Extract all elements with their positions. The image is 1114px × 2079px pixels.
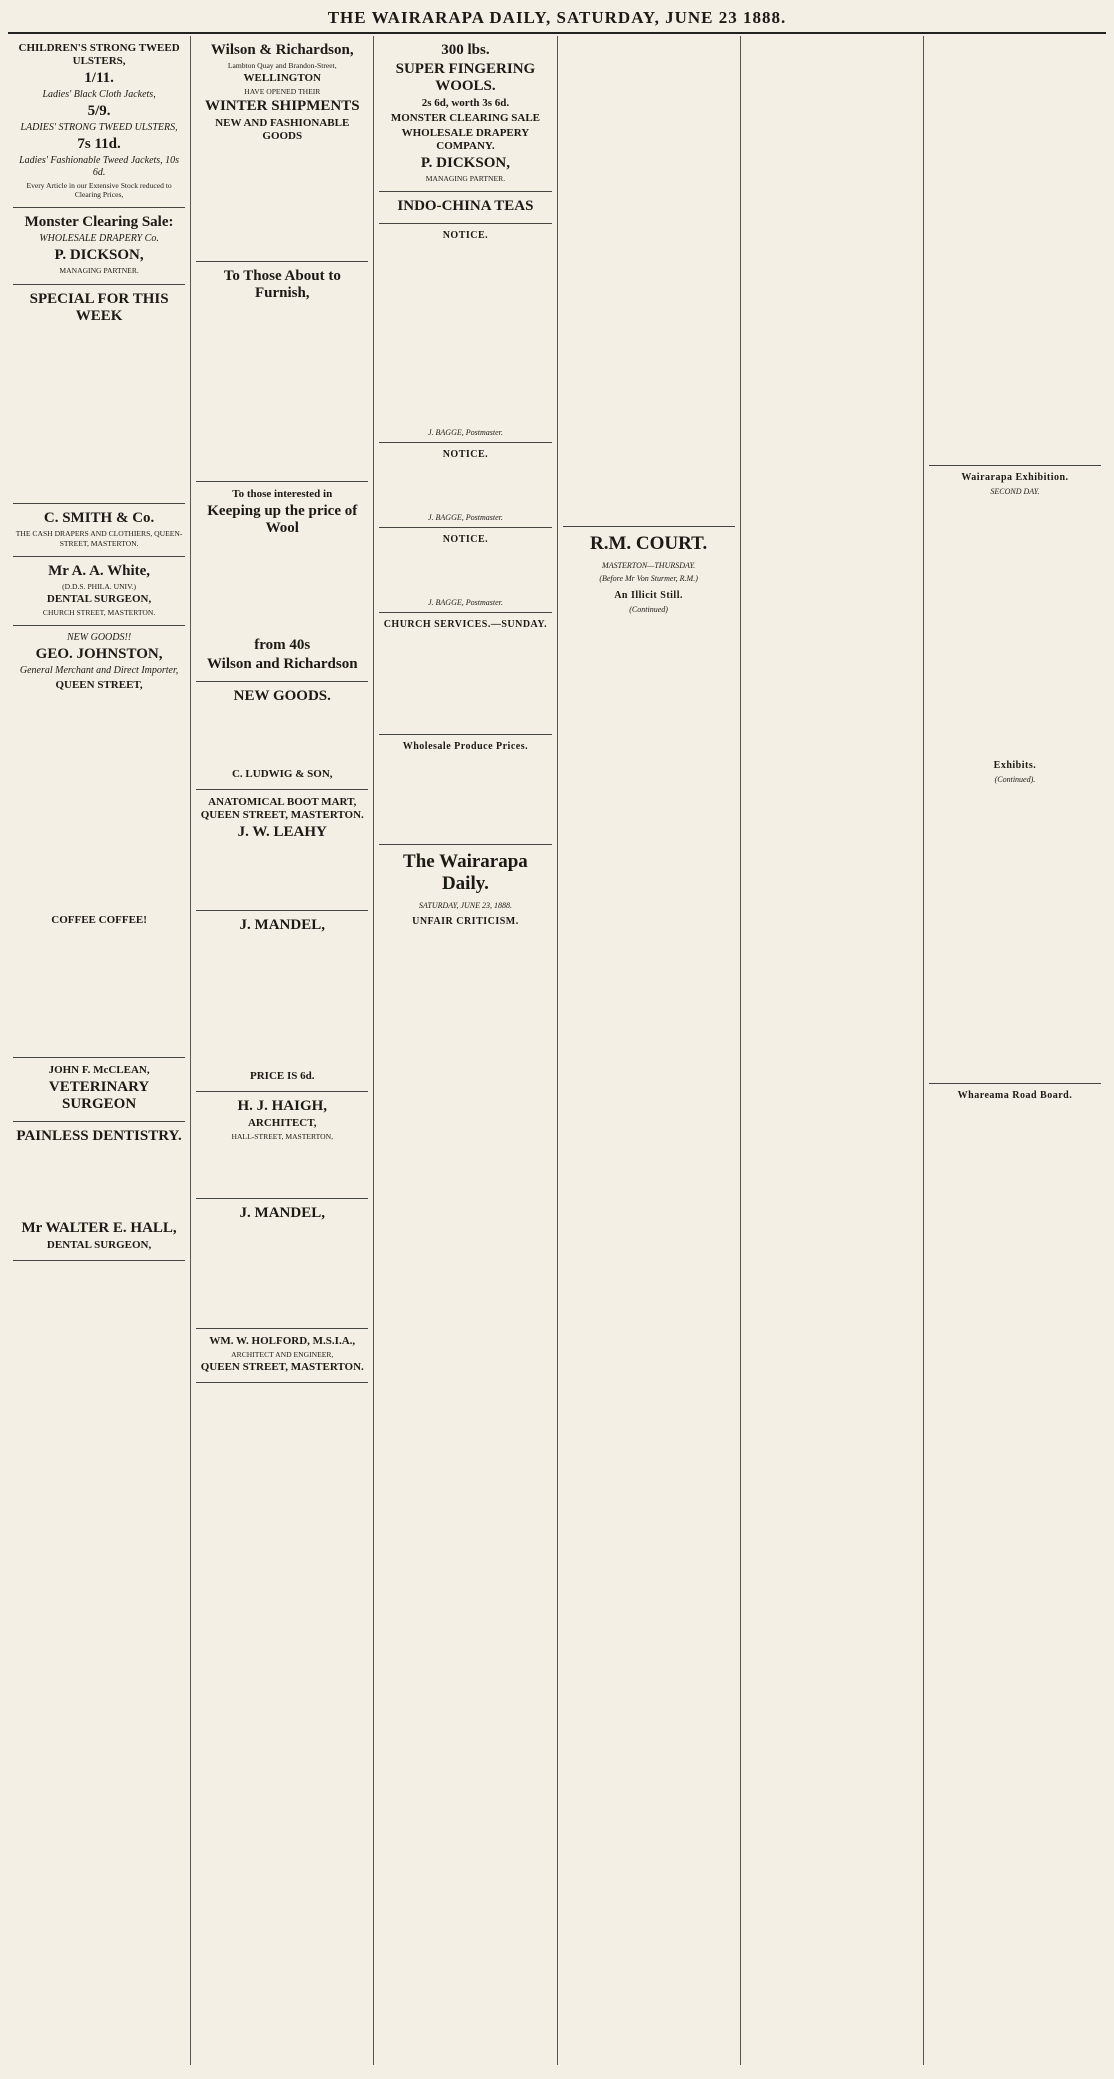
ad-wool-from: from 40s: [254, 636, 311, 653]
ad-indo-china: [379, 192, 551, 224]
ad-wr-big: WINTER SHIPMENTS: [204, 98, 360, 115]
filler-text: [379, 549, 551, 595]
filler-text: [379, 931, 551, 1221]
notice-3-head: NOTICE.: [442, 534, 489, 546]
filler-text: [563, 36, 735, 521]
ad-stock-note: Every Article in our Extensive Stock reduced to Clearing Prices,: [26, 181, 172, 200]
filler-text: [196, 304, 368, 472]
ad-ulsters: [13, 36, 185, 208]
ad-monster-sale-role: MANAGING PARTNER.: [59, 266, 139, 276]
ad-painless-head: PAINLESS DENTISTRY.: [16, 1127, 182, 1144]
ad-white-degree: (D.D.S. PHILA. UNIV.): [62, 581, 137, 591]
masthead: THE WAIRARAPA DAILY, SATURDAY, JUNE 23 1888.: [8, 6, 1106, 34]
ad-monster-sale-title: Monster Clearing Sale:: [24, 214, 174, 231]
filler-text: [929, 36, 1101, 460]
ad-hall-role: DENTAL SURGEON,: [46, 1239, 152, 1252]
filler-text: [196, 1224, 368, 1319]
produce-prices-head: Wholesale Produce Prices.: [402, 741, 529, 753]
ad-mandel-name: J. MANDEL,: [239, 916, 325, 933]
ad-mandel2-name: J. MANDEL,: [239, 1204, 325, 1221]
ad-johnston-addr: QUEEN STREET,: [55, 679, 143, 692]
ad-jackets-price: 5/9.: [87, 103, 111, 119]
ad-wr-addr: Lambton Quay and Brandon-Street,: [227, 61, 337, 70]
ad-wr2-name: Wilson and Richardson: [206, 655, 358, 672]
filler-text: [13, 929, 185, 1048]
ad-haigh-name: H. J. HAIGH,: [237, 1097, 328, 1114]
ad-wilson-richardson: [196, 36, 368, 262]
ad-ladies-ulsters: LADIES' STRONG TWEED ULSTERS,: [20, 122, 178, 133]
ad-wools-co: WHOLESALE DRAPERY COMPANY.: [401, 127, 530, 152]
editorial-head: UNFAIR CRITICISM.: [412, 915, 519, 927]
ad-coffee-head: COFFEE COFFEE!: [51, 913, 147, 926]
ad-wr-line: HAVE OPENED THEIR: [244, 87, 321, 97]
court-sub: MASTERTON—THURSDAY.: [602, 561, 696, 571]
case-sub: (Continued): [629, 604, 668, 614]
postmaster-3: J. BAGGE, Postmaster.: [427, 598, 503, 608]
ad-johnston-head: NEW GOODS!!: [67, 632, 132, 644]
ad-wool-head: To those interested in: [232, 488, 333, 501]
ad-wool: [196, 482, 368, 682]
ad-holford: [196, 1329, 368, 1383]
filler-text: [379, 245, 551, 425]
filler-text: [563, 618, 735, 1347]
ad-wools-sale: MONSTER CLEARING SALE: [390, 112, 540, 124]
exhibits-sub: (Continued).: [994, 774, 1036, 784]
ad-johnston-name: GEO. JOHNSTON,: [35, 646, 163, 663]
paper-date: SATURDAY, JUNE 23, 1888.: [418, 900, 513, 910]
ad-white-role: DENTAL SURGEON,: [46, 593, 152, 606]
ad-monster-sale: [13, 208, 185, 284]
newspaper-page: [8, 6, 1106, 2065]
ad-ulsters-head: CHILDREN'S STRONG TWEED ULSTERS,: [18, 42, 180, 67]
exhibits-head: Exhibits.: [993, 759, 1037, 771]
ad-haigh-role: ARCHITECT,: [247, 1116, 317, 1129]
ad-wr-sub: NEW AND FASHIONABLE GOODS: [215, 117, 350, 143]
ad-wools-price: 2s 6d, worth 3s 6d.: [421, 97, 510, 109]
roadboard-head: Whareama Road Board.: [957, 1089, 1073, 1101]
notice-1-head: NOTICE.: [442, 230, 489, 242]
ad-teas-title: INDO-CHINA TEAS: [397, 198, 534, 215]
ad-johnston-role: General Merchant and Direct Importer,: [19, 665, 179, 677]
case-head: An Illicit Still.: [614, 589, 683, 601]
filler-text: [196, 1143, 368, 1189]
postmaster-2: J. BAGGE, Postmaster.: [427, 513, 503, 523]
ad-furnish: [196, 262, 368, 482]
ad-ladies-ulsters-price: 7s 11d.: [77, 136, 121, 152]
column-6: [924, 36, 1106, 2065]
ad-fingering-wools: [379, 36, 551, 192]
ad-wools-role: MANAGING PARTNER.: [425, 174, 506, 183]
ad-mandel-2: [196, 1199, 368, 1329]
ad-holford-name: WM. W. HOLFORD, M.S.I.A.,: [209, 1334, 356, 1347]
ad-white-addr: CHURCH STREET, MASTERTON.: [42, 608, 156, 618]
ad-hall-dentist: [13, 1122, 185, 1261]
ad-ludwig-head: NEW GOODS.: [233, 687, 331, 704]
filler-text: [746, 36, 918, 960]
ad-holford-role: ARCHITECT AND ENGINEER,: [231, 1349, 334, 1359]
ad-jackets: Ladies' Black Cloth Jackets,: [42, 89, 156, 100]
filler-text: [196, 145, 368, 252]
filler-text: [929, 1105, 1101, 1297]
filler-text: [379, 634, 551, 729]
ad-monster-sale-name: P. DICKSON,: [54, 247, 144, 264]
court-judge: (Before Mr Von Sturmer, R.M.): [599, 574, 698, 584]
filler-text: [929, 788, 1101, 1078]
ad-ulsters-price: 1/11.: [84, 70, 114, 86]
ad-c-smith-sub: THE CASH DRAPERS AND CLOTHIERS, QUEEN-STREET, MASTERTON.: [15, 529, 183, 548]
ad-furnish-head: To Those About to Furnish,: [223, 268, 341, 302]
notice-2-head: NOTICE.: [442, 449, 489, 461]
ad-mcclean-name: JOHN F. McCLEAN,: [48, 1063, 150, 1076]
ad-mcclean: [13, 1058, 185, 1122]
court-head: R.M. COURT.: [590, 533, 708, 555]
ad-c-smith-name: C. SMITH & Co.: [43, 510, 155, 527]
ad-leahy-name: J. W. LEAHY: [237, 823, 327, 840]
filler-text: [196, 707, 368, 765]
columns: [8, 36, 1106, 2065]
ad-white-name: Mr A. A. White,: [48, 562, 151, 579]
ad-wools-line: SUPER FINGERING WOOLS.: [395, 61, 536, 94]
filler-text: [13, 327, 185, 495]
filler-text: [13, 694, 185, 911]
filler-text: [196, 539, 368, 634]
exhibition-sub: SECOND DAY.: [990, 487, 1040, 497]
ad-johnston: [13, 626, 185, 1058]
ad-special-week-title: SPECIAL FOR THIS WEEK: [29, 290, 169, 324]
ad-ludwig-name: C. LUDWIG & SON,: [231, 767, 333, 780]
ad-leahy: [196, 790, 368, 911]
postmaster-1: J. BAGGE, Postmaster.: [427, 428, 503, 438]
ad-mcclean-role: VETERINARY SURGEON: [48, 1078, 150, 1112]
column-5: [741, 36, 924, 2065]
filler-text: [196, 936, 368, 1067]
ad-mandel-price: PRICE IS 6d.: [250, 1069, 315, 1082]
ad-wools-name: P. DICKSON,: [420, 155, 510, 171]
paper-title: The Wairarapa Daily.: [403, 850, 528, 894]
ad-tweed-jackets: Ladies' Fashionable Tweed Jackets, 10s 6d.: [19, 155, 180, 178]
ad-haigh: [196, 1092, 368, 1199]
column-1: [8, 36, 191, 2065]
ad-hall-name: Mr WALTER E. HALL,: [21, 1220, 177, 1237]
ad-wr-name: Wilson & Richardson,: [210, 42, 354, 58]
filler-text: [379, 464, 551, 510]
ad-wr-city: WELLINGTON: [243, 72, 321, 85]
column-4: [558, 36, 741, 2065]
column-3: [374, 36, 557, 2065]
ad-wool-big: Keeping up the price of Wool: [207, 503, 358, 537]
church-services-head: CHURCH SERVICES.—SUNDAY.: [383, 619, 548, 631]
ad-holford-addr: QUEEN STREET, MASTERTON.: [200, 1360, 364, 1373]
ad-special-week: [13, 285, 185, 505]
ad-ludwig: [196, 682, 368, 790]
exhibition-head: Wairarapa Exhibition.: [961, 472, 1069, 484]
ad-wools-big: 300 lbs.: [441, 42, 490, 58]
ad-mandel: [196, 911, 368, 1092]
ad-monster-sale-sub: WHOLESALE DRAPERY Co.: [39, 233, 159, 245]
filler-text: [929, 500, 1101, 753]
ad-c-smith: [13, 504, 185, 556]
filler-text: [379, 756, 551, 838]
ad-white-dentist: [13, 557, 185, 626]
ad-leahy-shop: ANATOMICAL BOOT MART, QUEEN STREET, MASTERTON.: [200, 795, 364, 821]
filler-text: [196, 843, 368, 901]
column-2: [191, 36, 374, 2065]
ad-haigh-addr: HALL-STREET, MASTERTON,: [231, 1131, 334, 1141]
filler-text: [13, 1147, 185, 1217]
